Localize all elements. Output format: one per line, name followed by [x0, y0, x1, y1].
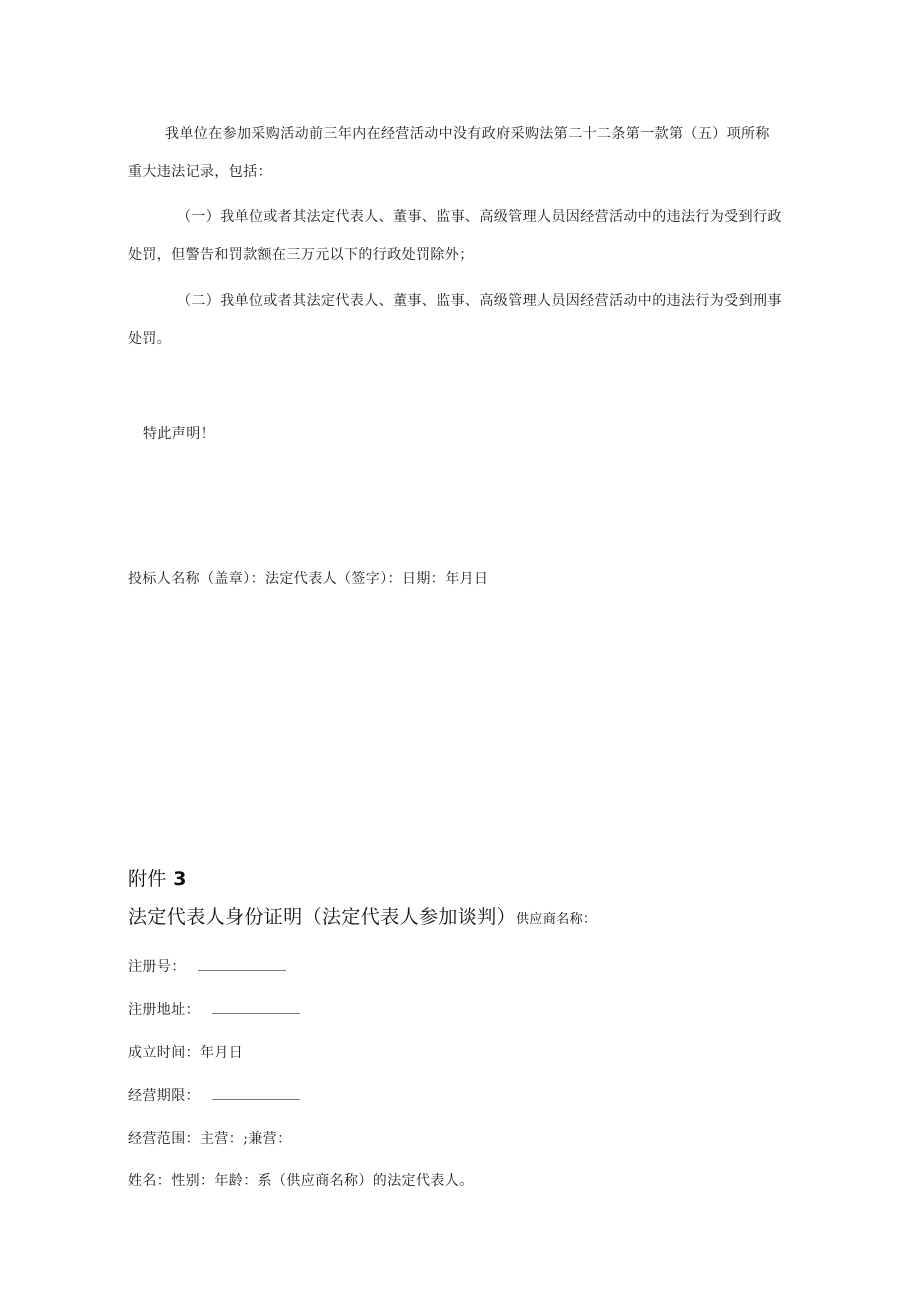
- field-registration-number: [128, 958, 286, 976]
- supplier-name-label: 供应商名称：: [516, 912, 597, 927]
- field-label: 注册地址：: [128, 1002, 200, 1018]
- field-label: 姓名：: [128, 1173, 172, 1189]
- annex-label: 附件: [128, 868, 167, 890]
- registered-address-blank[interactable]: [212, 1001, 300, 1014]
- field-registered-address: [128, 1001, 300, 1019]
- field-label: 注册号：: [128, 959, 186, 975]
- field-operating-period: [128, 1087, 300, 1105]
- field-business-scope: [128, 1130, 292, 1148]
- declaration-item2-line2: 处罚。: [128, 331, 172, 347]
- declaration-item2-line1: （二）我单位或者其法定代表人、董事、监事、高级管理人员因经营活动中的违法行为受到刑事: [177, 293, 782, 309]
- declaration-item1-line1: （一）我单位或者其法定代表人、董事、监事、高级管理人员因经营活动中的违法行为受到行政: [177, 209, 782, 225]
- field-label: 经营范围：: [128, 1131, 200, 1147]
- declaration-item1-line2: 处罚，但警告和罚款额在三万元以下的行政处罚除外；: [128, 247, 474, 263]
- declaration-intro-line1: 我单位在参加采购活动前三年内在经营活动中没有政府采购法第二十二条第一款第（五）项所称: [165, 126, 770, 142]
- declaration-intro-line2: 重大违法记录，包括：: [128, 164, 272, 180]
- field-value: 主营：;兼营：: [200, 1131, 292, 1147]
- field-value: 年月日: [200, 1045, 244, 1061]
- field-label: 经营期限：: [128, 1088, 200, 1104]
- registration-number-blank[interactable]: [198, 958, 286, 971]
- field-established-date: [128, 1044, 243, 1062]
- field-label: 成立时间：: [128, 1045, 200, 1061]
- field-value: 性别：年龄：系（供应商名称）的法定代表人。: [171, 1173, 474, 1189]
- annex-title-row: [128, 905, 596, 932]
- annex-heading: [128, 867, 187, 891]
- declaration-closing: 特此声明！: [143, 426, 215, 442]
- field-representative-info: [128, 1172, 474, 1190]
- annex-title: 法定代表人身份证明（法定代表人参加谈判）: [128, 906, 517, 928]
- annex-number: 3: [173, 868, 187, 890]
- operating-period-blank[interactable]: [212, 1087, 300, 1100]
- signature-line: 投标人名称（盖章）：法定代表人（签字）：日期：年月日: [128, 571, 489, 587]
